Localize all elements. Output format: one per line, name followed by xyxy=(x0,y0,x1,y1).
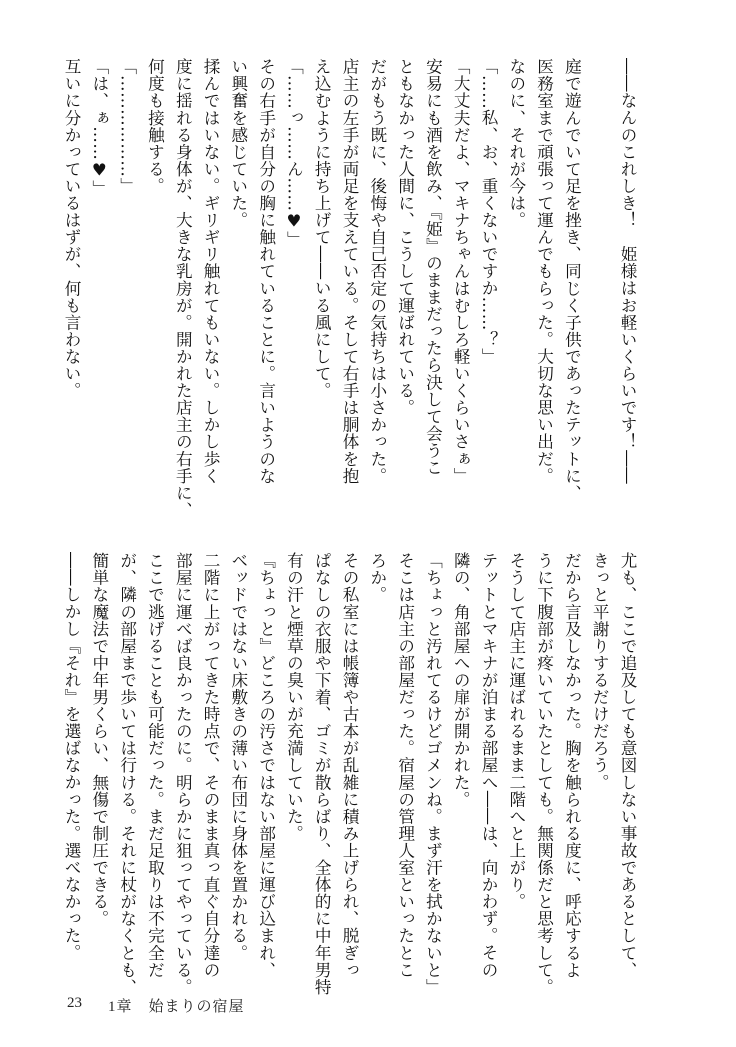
text-line: ――なんのこれしき！ 姫様はお軽いくらいです！―― xyxy=(618,58,637,485)
text-line: 二階に上がってきた時点で、そのまま真っ直ぐ自分達の xyxy=(201,552,221,979)
text-line: ベッドではない床敷きの薄い布団に身体を置かれる。 xyxy=(228,552,248,962)
text-line xyxy=(585,58,613,478)
text-line: きっと平謝りするだけだろう。 xyxy=(590,552,610,791)
text-line: え込むように持ち上げて――いる風にして。 xyxy=(312,58,332,399)
text-line: 庭で遊んでいて足を挫き、同じく子供であったテットに、 xyxy=(562,58,582,502)
text-line: 部屋に運べば良かったのに。明らかに狙ってやっている。 xyxy=(173,552,193,996)
text-line: 尤も、ここで追及しても意図しない事故であるとして、 xyxy=(618,552,637,979)
text-line: 「………………」 xyxy=(117,58,137,195)
text-line: ここで逃げることも可能だった。まだ足取りは不完全だ xyxy=(145,552,165,979)
text-line: その右手が自分の胸に触れていることに。言いようのな xyxy=(256,58,276,485)
text-line: 『ちょっと』どころの汚さではない部屋に運び込まれ、 xyxy=(256,552,276,979)
text-line: そこは店主の部屋だった。宿屋の管理人室といったとこ xyxy=(395,552,415,979)
text-line: 「大丈夫だよ、マキナちゃんはむしろ軽いくらいさぁ」 xyxy=(451,58,471,485)
text-line: 店主の左手が両足を支えている。そして右手は胴体を抱 xyxy=(340,58,360,485)
text-line: 有の汗と煙草の臭いが充満していた。 xyxy=(284,552,304,842)
text-line: 簡単な魔法で中年男くらい、無傷で制圧できる。 xyxy=(89,552,109,928)
text-line: だがもう既に、後悔や自己否定の気持ちは小さかった。 xyxy=(367,58,387,485)
text-line: 安易にも酒を飲み、『姫』のままだったら決して会うこ xyxy=(423,58,443,476)
text-block-top xyxy=(57,58,641,519)
text-line: なのに、それが今は。 xyxy=(506,58,526,229)
text-line: その私室には帳簿や古本が乱雑に積み上げられ、脱ぎっ xyxy=(340,552,360,979)
text-line: 「ちょっと汚れてるけどゴメンね。まず汗を拭かないと」 xyxy=(423,552,443,996)
text-line: ぱなしの衣服や下着、ゴミが散らばり、全体的に中年男特 xyxy=(312,552,332,996)
text-line: 「は、ぁ……♥」 xyxy=(89,58,109,197)
text-line: だから言及しなかった。胸を触られる度に、呼応するよ xyxy=(562,552,582,979)
text-line: 「……私、お、重くないですか……？」 xyxy=(479,58,499,365)
text-line: 互いに分かっているはずが、何も言わない。 xyxy=(62,58,82,399)
text-line: そうして店主に運ばれるまま二階へと上がり。 xyxy=(506,552,526,911)
text-line: うに下腹部が疼いていたとしても。無関係だと思考して。 xyxy=(534,552,554,996)
text-line: ――しかし『それ』を選ばなかった。選べなかった。 xyxy=(62,552,82,962)
text-line: 医務室まで頑張って運んでもらった。大切な思い出だ。 xyxy=(534,58,554,485)
text-line: 隣の、角部屋への扉が開かれた。 xyxy=(451,552,471,808)
chapter-title: 1章 始まりの宿屋 xyxy=(108,999,245,1015)
text-line: い興奮を感じていた。 xyxy=(228,58,248,229)
text-line: テットとマキナが泊まる部屋へ――は、向かわず。その xyxy=(479,552,499,979)
page-number: 23 xyxy=(67,995,82,1011)
text-line: 何度も接触する。 xyxy=(145,58,165,195)
text-line: 揉んではいない。ギリギリ触れてもいない。しかし歩く xyxy=(201,58,221,485)
text-line: ともなかった人間に、こうして運ばれている。 xyxy=(395,58,415,417)
text-block-bottom xyxy=(57,552,641,996)
text-line: 「……っ……ん……♥」 xyxy=(284,58,304,248)
text-line: が、隣の部屋まで歩いては行ける。それに杖がなくとも、 xyxy=(117,552,137,996)
text-line: ろか。 xyxy=(367,552,387,604)
text-line: 度に揺れる身体が、大きな乳房が。開かれた店主の右手に、 xyxy=(173,58,193,519)
